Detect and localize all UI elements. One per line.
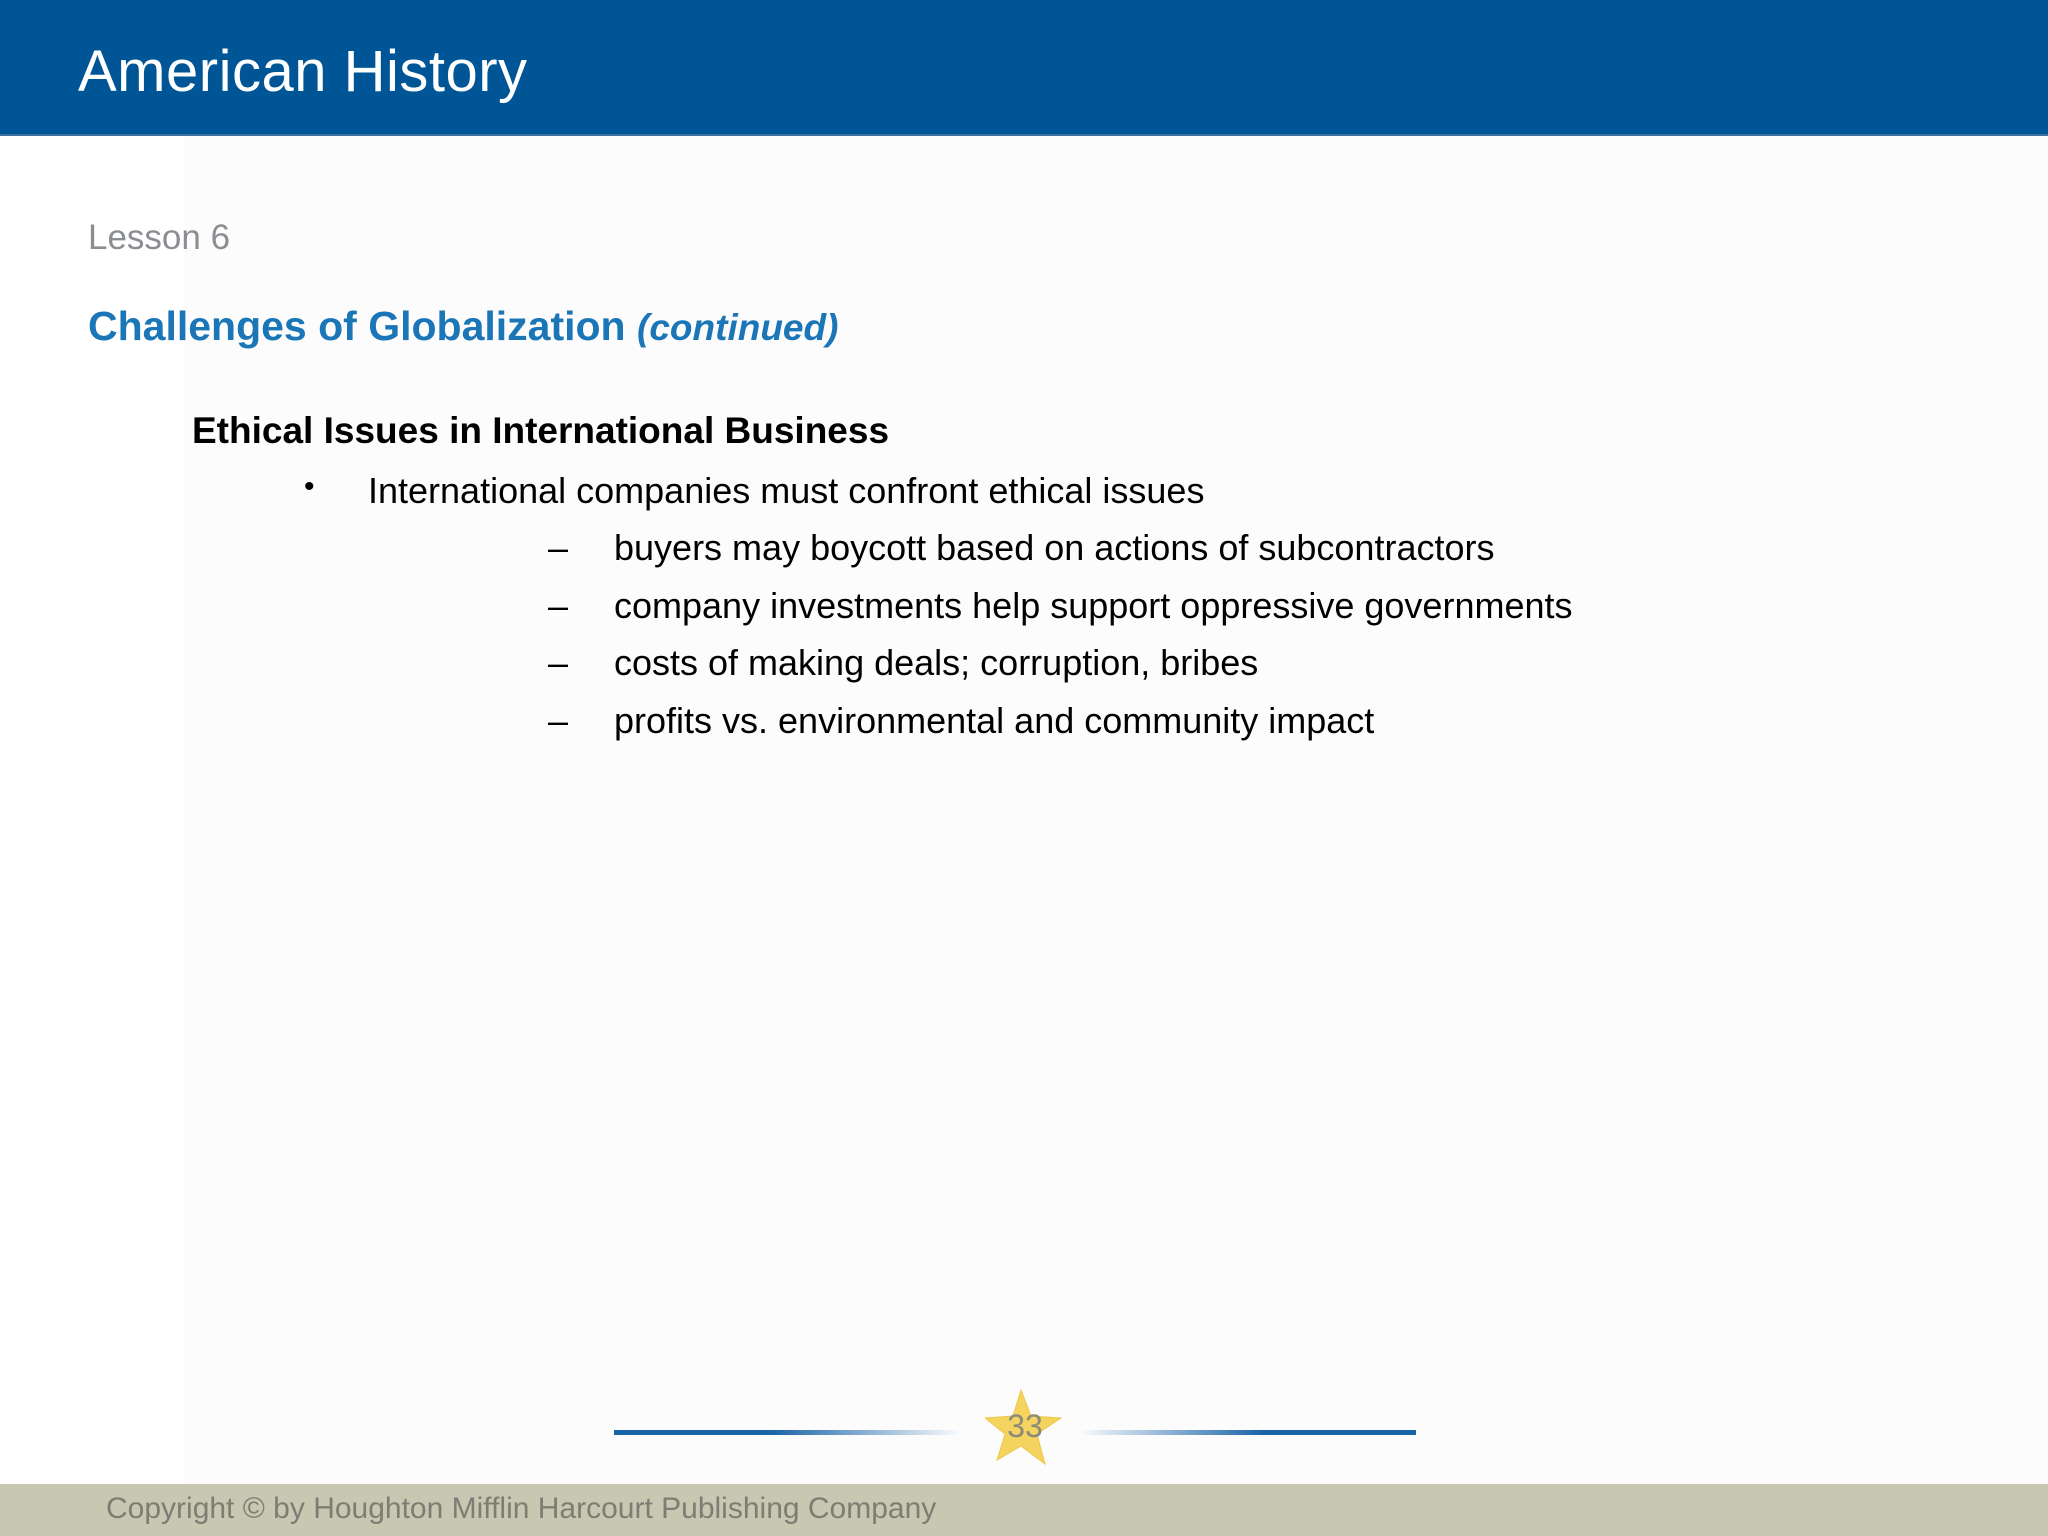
copyright-text: Copyright © by Houghton Mifflin Harcourt Publishing Company — [106, 1492, 937, 1525]
dash-marker: – — [548, 585, 569, 626]
footer-divider-left — [614, 1430, 964, 1435]
bullet-marker: • — [304, 470, 315, 503]
subheading: Ethical Issues in International Business — [192, 410, 890, 451]
dash-marker: – — [548, 527, 569, 568]
continued-label: (continued) — [637, 307, 839, 348]
course-title: American History — [78, 39, 528, 104]
page-number: 33 — [1007, 1408, 1043, 1444]
lesson-label: Lesson 6 — [88, 218, 231, 257]
sub-item: buyers may boycott based on actions of subcontractors — [614, 527, 1495, 568]
sub-item: costs of making deals; corruption, bribes — [614, 642, 1259, 683]
sub-item: company investments help support oppressive governments — [614, 585, 1573, 626]
section-title-text: Challenges of Globalization — [88, 303, 626, 349]
dash-marker: – — [548, 642, 569, 683]
footer-divider-right — [1076, 1430, 1416, 1435]
bullet-item: International companies must confront ethical issues — [368, 470, 1205, 511]
dash-marker: – — [548, 700, 569, 741]
sub-item: profits vs. environmental and community impact — [614, 700, 1375, 741]
section-title — [88, 303, 838, 350]
header-bar — [0, 0, 2048, 136]
